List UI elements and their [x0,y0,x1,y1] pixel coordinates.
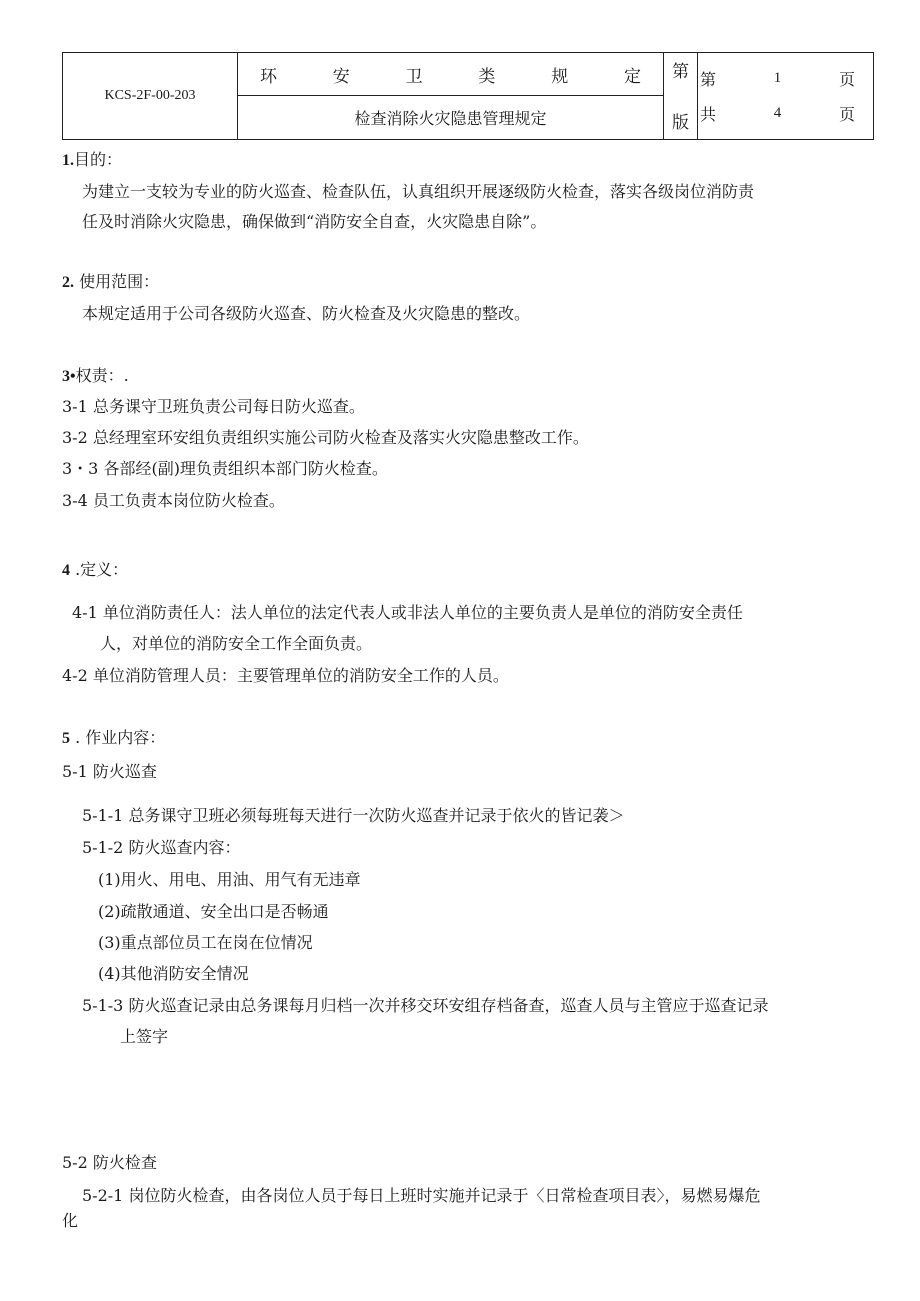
sub-list-item: (1)用火、用电、用油、用气有无违章 [98,870,361,889]
section-5-heading [62,728,165,749]
document-category [238,53,664,96]
list-item: 5-1-3 防火巡查记录由总务课每月归档一次并移交环安组存档备查，巡查人员与主管应于巡查记录 [82,996,769,1015]
total-label: 共 [700,105,717,124]
section-number: 2. [62,274,74,291]
page-unit: 页 [838,105,855,124]
section-number: 1. [62,152,74,169]
section-number: 3• [62,368,76,385]
document-title: 检查消除火灾隐患管理规定 [238,96,664,139]
section-title: . 作业内容： [70,728,166,747]
subsection-heading: 5-1 防火巡查 [62,762,157,781]
sub-list-item: (4)其他消防安全情况 [98,964,249,983]
sub-list-item: (2)疏散通道、安全出口是否畅通 [98,902,329,921]
version-char: 第 [672,62,689,82]
total-pages-row [700,102,855,125]
list-item: 3-4 员工负责本岗位防火检查。 [62,491,285,510]
list-item: 5-1-1 总务课守卫班必须每班每天进行一次防火巡查并记录于依火的皆记袭＞ [82,806,625,825]
current-page-row [700,67,855,90]
section-title: .定义： [70,560,129,579]
category-char: 卫 [405,66,423,87]
category-char: 环 [260,66,277,87]
document-header-table [62,52,874,140]
list-item-continuation: 人，对单位的消防安全工作全面负责。 [100,634,373,653]
list-item: 3-2 总经理室环安组负责组织实施公司防火检查及落实火灾隐患整改工作。 [62,428,589,447]
page-unit: 页 [838,70,855,89]
list-item: 5-1-2 防火巡查内容： [82,838,241,857]
section-title: 目的： [74,150,123,169]
section-2-heading [62,272,159,293]
list-item-continuation: 化 [62,1211,79,1230]
list-item: 3・3 各部经(副)理负责组织本部门防火检查。 [62,459,388,478]
section-1-heading [62,150,122,171]
category-char: 安 [332,66,350,87]
section-title: 使用范围： [74,272,160,291]
list-item: 5-2-1 岗位防火检查，由各岗位人员于每日上班时实施并记录于〈日常检查项目表〉，易燃易爆危 [82,1186,761,1205]
list-item: 4-1 单位消防责任人：法人单位的法定代表人或非法人单位的主要负责人是单位的消防安全责任 [72,603,743,622]
document-code: KCS-2F-00-203 [63,53,238,139]
section-number: 4 [62,562,70,579]
version-label [664,53,698,139]
category-char: 定 [623,66,641,87]
section-3-heading [62,366,129,387]
list-item: 3-1 总务课守卫班负责公司每日防火巡查。 [62,397,365,416]
list-item: 4-2 单位消防管理人员：主要管理单位的消防安全工作的人员。 [62,666,509,685]
page-number: 1 [773,70,782,86]
sub-list-item: (3)重点部位员工在岗在位情况 [98,933,313,952]
page-label: 第 [700,70,717,89]
page-info [698,53,873,139]
section-title: 权责：. [75,366,129,385]
section-2-paragraph: 本规定适用于公司各级防火巡查、防火检查及火灾隐患的整改。 [82,304,531,323]
section-4-heading [62,560,128,581]
section-1-paragraph-line: 为建立一支较为专业的防火巡查、检查队伍，认真组织开展逐级防火检查，落实各级岗位消防责 [82,182,755,201]
total-pages: 4 [773,105,782,121]
version-char: 版 [672,113,689,133]
subsection-heading: 5-2 防火检查 [62,1153,157,1172]
section-number: 5 [62,730,70,747]
category-char: 规 [551,66,569,87]
category-char: 类 [478,66,496,87]
section-1-paragraph-line: 任及时消除火灾隐患，确保做到“消防安全自查，火灾隐患自除”。 [82,212,547,231]
list-item-continuation: 上签字 [120,1027,169,1046]
